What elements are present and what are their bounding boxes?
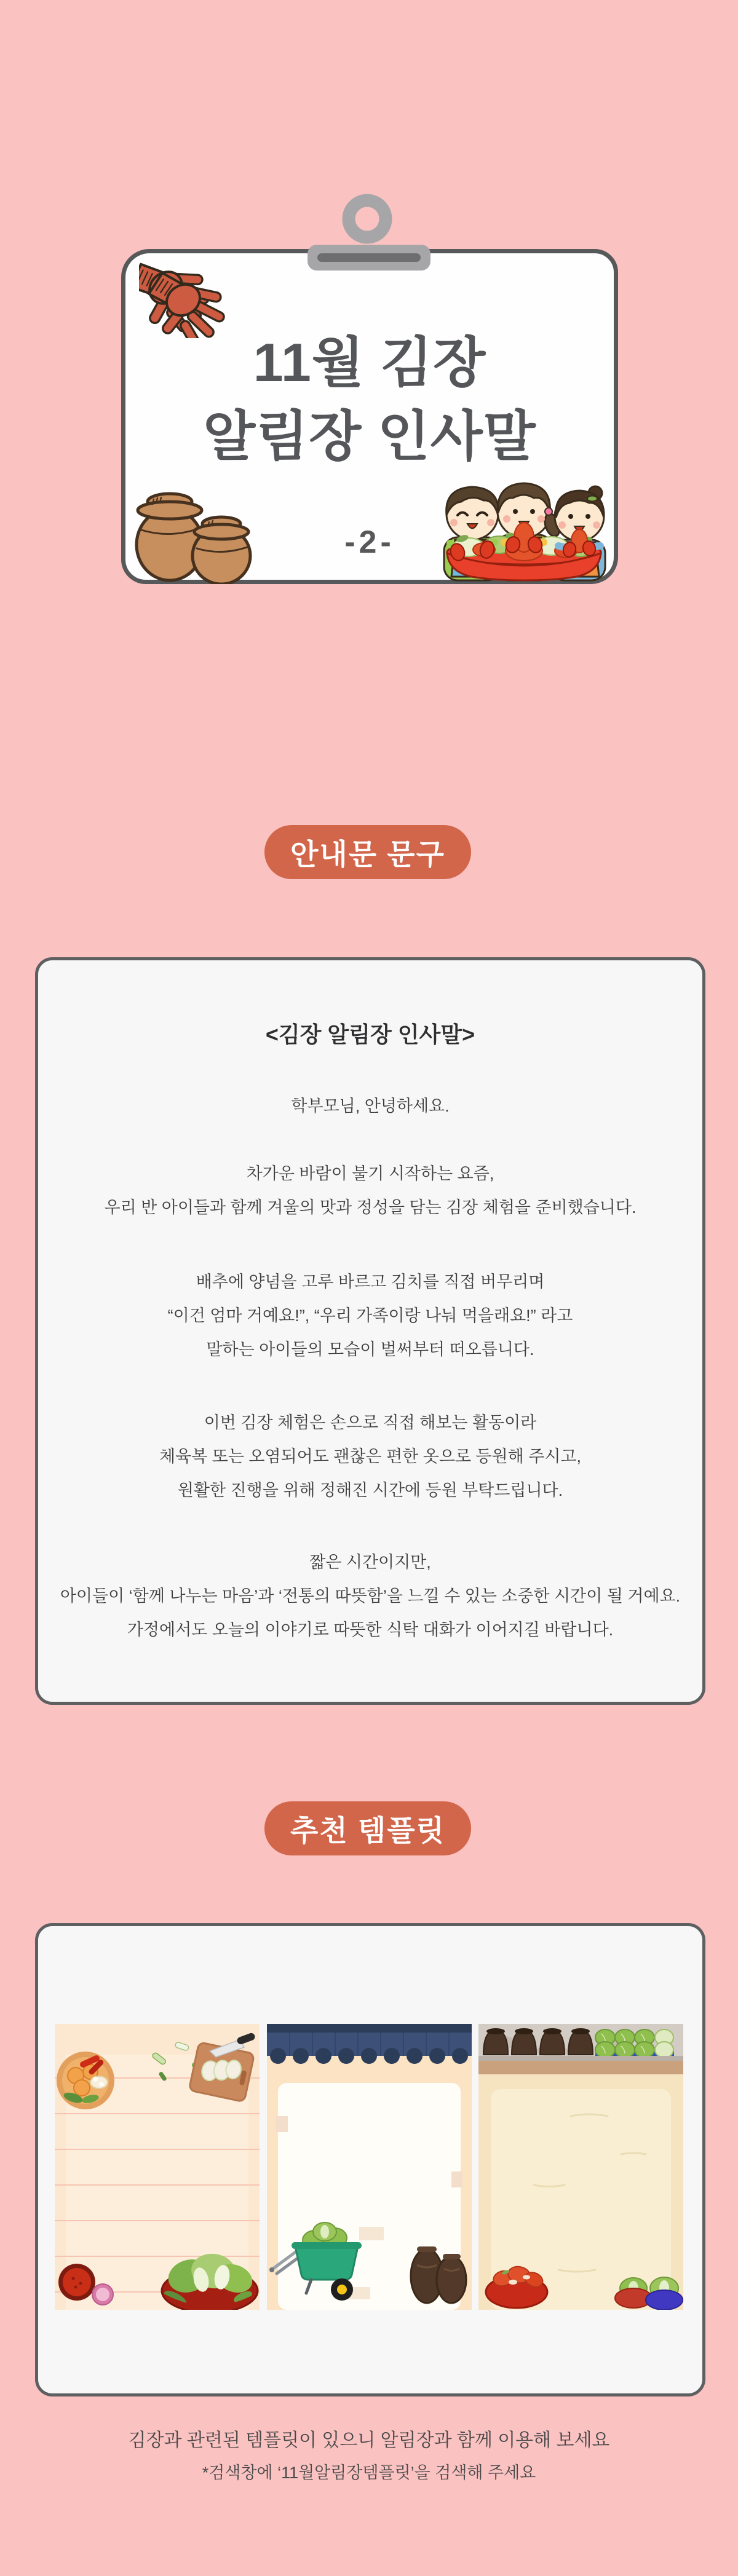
template-thumbnail-pantry-image <box>478 2024 683 2310</box>
template-badge-label: 추천 템플릿 <box>290 1814 446 1847</box>
poster-title <box>121 326 618 473</box>
notice-paragraph <box>38 1265 702 1367</box>
children-kimchi-icon <box>426 478 609 584</box>
clip-icon <box>303 192 435 273</box>
notice-line: 차가운 바람이 불기 시작하는 요즘, <box>246 1164 494 1183</box>
page-number: -2- <box>344 524 395 560</box>
notice-line: 짧은 시간이지만, <box>309 1553 431 1571</box>
notice-badge-label: 안내문 문구 <box>290 837 446 871</box>
notice-line: 체육복 또는 오염되어도 괜찮은 편한 옷으로 등원해 주시고, <box>159 1447 581 1466</box>
footer-note: 김장과 관련된 템플릿이 있으니 알림장과 함께 이용해 보세요 <box>128 2430 610 2451</box>
template-thumbnail-pantry <box>478 2024 683 2310</box>
poster-title-line2: 알림장 인사말 <box>203 406 536 467</box>
notice-card <box>35 957 705 1705</box>
template-thumbnail-hanok <box>267 2024 472 2310</box>
notice-paragraph <box>38 1546 702 1647</box>
notice-line: 말하는 아이들의 모습이 벌써부터 떠오릅니다. <box>206 1340 534 1359</box>
notice-line: “이건 엄마 거예요!”, “우리 가족이랑 나눠 먹을래요!” 라고 <box>167 1306 573 1325</box>
footer-search-hint: *검색창에 ‘11월알림장템플릿’을 검색해 주세요 <box>202 2463 536 2482</box>
notice-line: 배추에 양념을 고루 바르고 김치를 직접 버무리며 <box>196 1273 545 1291</box>
notice-line: 학부모님, 안녕하세요. <box>291 1097 450 1115</box>
notice-line: 원활한 진행을 위해 정해진 시간에 등원 부탁드립니다. <box>177 1481 563 1499</box>
template-section-badge <box>264 1801 471 1855</box>
notice-paragraph <box>38 1157 702 1225</box>
template-thumbnail-ingredients-image <box>55 2024 260 2310</box>
notice-paragraph <box>38 1406 702 1507</box>
poster-title-line1: 11월 김장 <box>253 332 486 393</box>
template-thumbnail-ingredients <box>55 2024 260 2310</box>
template-thumbnail-hanok-image <box>267 2024 472 2310</box>
onggi-jars-icon <box>130 486 257 584</box>
notice-line: 가정에서도 오늘의 이야기로 따뜻한 식탁 대화가 이어지길 바랍니다. <box>127 1621 614 1639</box>
notice-heading: <김장 알림장 인사말> <box>265 1022 475 1047</box>
notice-line: 이번 김장 체험은 손으로 직접 해보는 활동이라 <box>204 1413 537 1432</box>
template-card <box>35 1923 705 2396</box>
notice-paragraph <box>38 1089 702 1123</box>
notice-line: 아이들이 ‘함께 나누는 마음’과 ‘전통의 따뜻함’을 느낄 수 있는 소중한 시간이 될 거예요. <box>60 1587 681 1605</box>
notice-section-badge <box>264 825 471 879</box>
notice-line: 우리 반 아이들과 함께 겨울의 맛과 정성을 담는 김장 체험을 준비했습니다. <box>104 1198 637 1217</box>
